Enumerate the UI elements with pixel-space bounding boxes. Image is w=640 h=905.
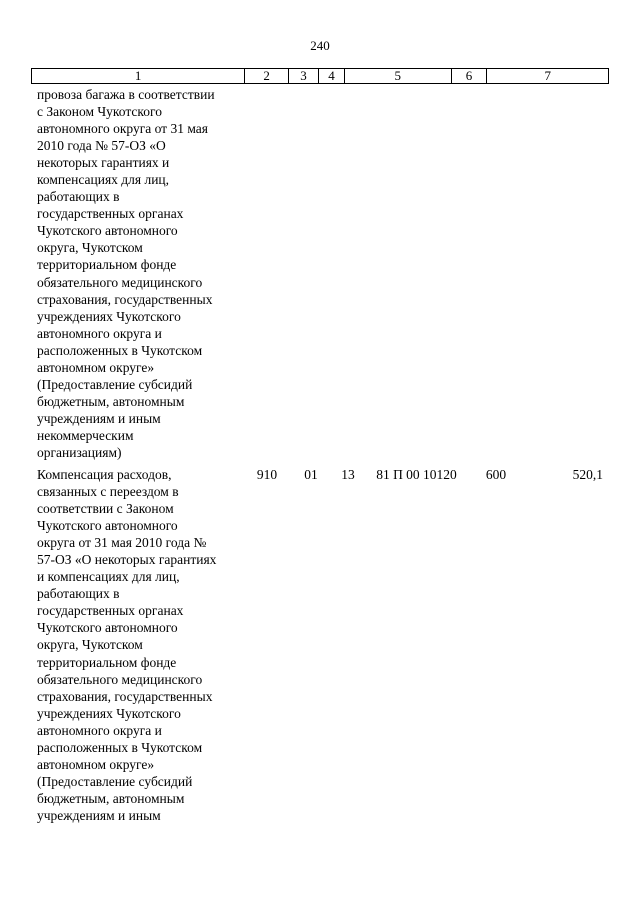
cell-expense-type: 600 bbox=[485, 467, 507, 482]
page-number: 240 bbox=[310, 38, 330, 53]
column-header-4: 4 bbox=[319, 69, 345, 83]
column-header-6: 6 bbox=[452, 69, 488, 83]
column-header-7: 7 bbox=[544, 68, 551, 83]
cell-ministry-code: 910 bbox=[256, 467, 278, 482]
column-header-1: 1 bbox=[32, 69, 245, 83]
column-header-3: 3 bbox=[289, 69, 319, 83]
column-header-2: 2 bbox=[245, 69, 289, 83]
row-description: провоза багажа в соответствии с Законом Чукотского автономного округа от 31 мая 2010 года № 57-ОЗ «О некоторых гарантиях и компенсациях для лиц, работающих в государственных органах Чукотского автономного округа, Чукотском территориальном фонде обязательного медицинского страхования, государственных учреждениях Чукотского автономного округа и расположенных в Чукотском автономном округе» (Предоставление субсидий бюджетным, автономным учреждениям и иным некоммерческим организациям) bbox=[37, 87, 215, 460]
cell-target-article: 81 П 00 10120 bbox=[376, 467, 457, 482]
cell-section: 01 bbox=[304, 467, 318, 482]
table-header bbox=[31, 68, 609, 84]
column-header-5: 5 bbox=[345, 69, 452, 83]
cell-amount: 520,1 bbox=[572, 467, 603, 482]
row-description: Компенсация расходов, связанных с переездом в соответствии с Законом Чукотского автономного округа от 31 мая 2010 года № 57-ОЗ «О некоторых гарантиях и компенсациях для лиц, работающих в государственных органах Чукотского автономного округа, Чукотском территориальном фонде обязательного медицинского страхования, государственных учреждениях Чукотского автономного округа и расположенных в Чукотском автономном округе» (Предоставление субсидий бюджетным, автономным учреждениям и иным bbox=[37, 467, 217, 823]
cell-subsection: 13 bbox=[341, 467, 355, 482]
